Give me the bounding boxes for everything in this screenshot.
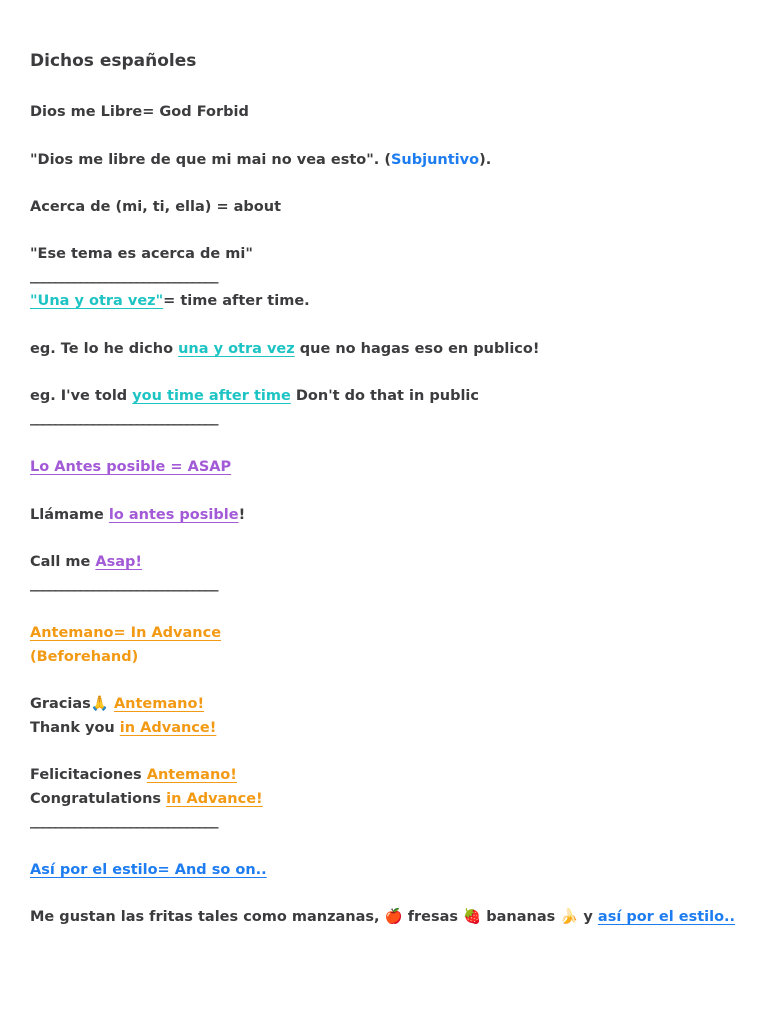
example-dios-me-libre: "Dios me libre de que mi mai no vea esto". (Subjuntivo). bbox=[30, 152, 492, 168]
antemano-link-2[interactable]: Antemano! bbox=[146, 767, 237, 783]
example-call-me: Call me Asap! bbox=[30, 554, 143, 570]
asi-por-el-estilo-link[interactable]: así por el estilo.. bbox=[597, 909, 736, 925]
example-una-y-otra-vez-es: eg. Te lo he dicho una y otra vez que no hagas eso en publico! bbox=[30, 341, 540, 357]
example-thank-you: Thank you in Advance! bbox=[30, 720, 217, 736]
asap-link[interactable]: Asap! bbox=[95, 554, 143, 570]
example-felicitaciones: Felicitaciones Antemano! bbox=[30, 767, 237, 783]
example-acerca-de: "Ese tema es acerca de mi" bbox=[30, 246, 253, 262]
phrase-acerca-de: Acerca de (mi, ti, ella) = about bbox=[30, 199, 282, 215]
phrase-antemano[interactable]: Antemano= In Advance bbox=[30, 625, 222, 641]
apple-emoji: 🍎 bbox=[384, 909, 403, 925]
subjuntivo-word: Subjuntivo bbox=[390, 152, 480, 168]
phrase-una-y-otra-vez: "Una y otra vez"= time after time. bbox=[30, 293, 310, 309]
praying-hands-emoji: 🙏 bbox=[90, 696, 109, 712]
in-advance-link-2[interactable]: in Advance! bbox=[166, 791, 263, 807]
una-y-otra-vez-link[interactable]: "Una y otra vez" bbox=[30, 293, 164, 309]
divider: ______________________________ bbox=[30, 813, 218, 829]
banana-emoji: 🍌 bbox=[560, 909, 579, 925]
divider: ______________________________ bbox=[30, 410, 218, 426]
in-advance-link-1[interactable]: in Advance! bbox=[119, 720, 217, 736]
divider: ______________________________ bbox=[30, 268, 218, 284]
lo-antes-posible-link[interactable]: lo antes posible bbox=[108, 507, 239, 523]
phrase-beforehand: (Beforehand) bbox=[30, 649, 139, 665]
phrase-dios-me-libre: Dios me Libre= God Forbid bbox=[30, 104, 249, 120]
example-llamame: Llámame lo antes posible! bbox=[30, 507, 246, 523]
phrase-asi-por-el-estilo[interactable]: Así por el estilo= And so on.. bbox=[30, 862, 267, 878]
example-gracias: Gracias🙏 Antemano! bbox=[30, 696, 205, 712]
example-me-gustan: Me gustan las fritas tales como manzanas, 🍎 fresas 🍓 bananas 🍌 y así por el estilo.. bbox=[30, 909, 736, 925]
antemano-link-1[interactable]: Antemano! bbox=[113, 696, 205, 712]
example-una-y-otra-vez-en: eg. I've told you time after time Don't do that in public bbox=[30, 388, 479, 404]
una-y-otra-vez-inline-link[interactable]: una y otra vez bbox=[178, 341, 295, 357]
phrase-lo-antes-posible[interactable]: Lo Antes posible = ASAP bbox=[30, 459, 232, 475]
divider: ______________________________ bbox=[30, 576, 218, 592]
strawberry-emoji: 🍓 bbox=[463, 909, 482, 925]
page-title: Dichos españoles bbox=[30, 51, 197, 71]
time-after-time-link[interactable]: you time after time bbox=[132, 388, 291, 404]
example-congratulations: Congratulations in Advance! bbox=[30, 791, 263, 807]
